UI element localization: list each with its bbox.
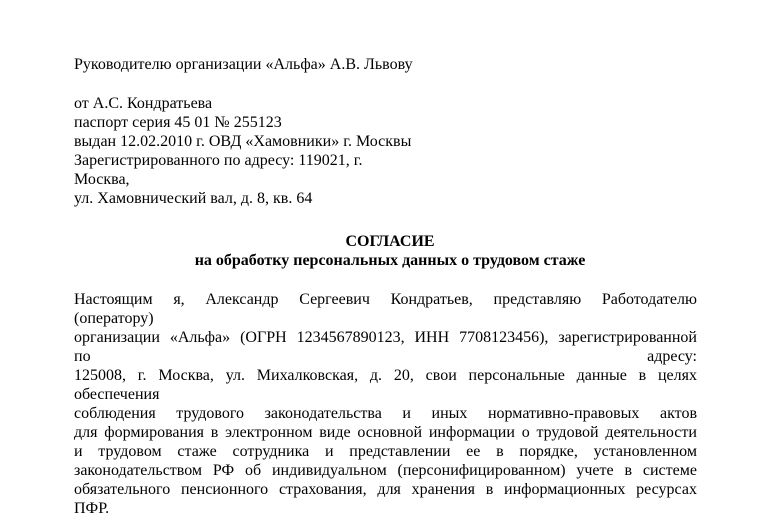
body-word: в	[638, 367, 647, 384]
body-line-4	[74, 347, 697, 366]
body-word: для	[74, 424, 98, 441]
body-word: и	[74, 443, 83, 460]
body-word: адресу:	[647, 348, 697, 365]
body-word: деятельности	[605, 424, 697, 441]
body-word: Кондратьев,	[390, 291, 473, 308]
document-title: СОГЛАСИЕ	[345, 233, 435, 250]
body-word: Настоящим	[74, 291, 153, 308]
body-word: (персонифицированном)	[397, 462, 566, 479]
body-word: в	[624, 462, 633, 479]
body-word: для	[377, 481, 401, 498]
body-word: организации	[74, 329, 160, 346]
body-word: трудового	[176, 405, 244, 422]
body-line-5	[74, 366, 697, 385]
body-word: Михалковская,	[256, 367, 359, 384]
body-word: трудовой	[536, 424, 599, 441]
body-word: и	[324, 443, 334, 460]
body-word: зарегистрированной	[558, 329, 697, 346]
body-word: основной	[357, 424, 423, 441]
body-line-9	[74, 442, 697, 461]
body-line-6: обеспечения	[74, 386, 160, 403]
body-word: сотрудника	[232, 443, 310, 460]
body-word: страхования,	[278, 481, 367, 498]
body-word: данные	[576, 367, 627, 384]
body-word: соблюдения	[74, 405, 156, 422]
body-word: системе	[642, 462, 697, 479]
body-line-8	[74, 423, 697, 442]
body-word: актов	[660, 405, 697, 422]
sender-issued: выдан 12.02.2010 г. ОВД «Хамовники» г. Москвы	[74, 133, 412, 150]
body-word: обязательного	[74, 481, 171, 498]
body-word: (ОГРН	[240, 329, 287, 346]
body-word: 125008,	[74, 367, 126, 384]
body-word: информационных	[504, 481, 626, 498]
body-line-12: ПФР.	[74, 500, 110, 517]
document-subtitle: на обработку персональных данных о трудовом стаже	[194, 252, 586, 269]
body-word: иных	[431, 405, 468, 422]
body-word: ул.	[225, 367, 245, 384]
body-word: учете	[576, 462, 614, 479]
body-word: свои	[425, 367, 457, 384]
body-word: законодательства	[264, 405, 382, 422]
body-word: индивидуальном	[271, 462, 387, 479]
body-word: «Альфа»	[169, 329, 231, 346]
body-word: порядке,	[519, 443, 578, 460]
body-word: в	[210, 424, 219, 441]
body-word: РФ	[212, 462, 235, 479]
body-word: ресурсах	[636, 481, 697, 498]
addressee-line: Руководителю организации «Альфа» А.В. Львову	[74, 56, 413, 73]
body-line-2: (оператору)	[74, 310, 154, 327]
body-word: электронном	[225, 424, 313, 441]
body-word: представлении	[349, 443, 451, 460]
body-word: в	[496, 443, 504, 460]
body-word: Сергеевич	[299, 291, 370, 308]
body-word: д.	[369, 367, 383, 384]
body-word: ИНН	[414, 329, 450, 346]
body-word: трудовом	[98, 443, 162, 460]
body-word: представляю	[493, 291, 582, 308]
body-word: о	[521, 424, 530, 441]
body-line-11	[74, 480, 697, 499]
body-word: персональные	[468, 367, 565, 384]
body-word: Работодателю	[601, 291, 697, 308]
body-word: и	[402, 405, 411, 422]
body-word: установленном	[593, 443, 697, 460]
sender-from: от А.С. Кондратьева	[74, 95, 213, 112]
body-word: 20,	[393, 367, 414, 384]
body-word: целях	[657, 367, 697, 384]
body-word: хранения	[411, 481, 475, 498]
body-word: об	[244, 462, 262, 479]
body-word: информации	[428, 424, 515, 441]
body-word: Москва,	[158, 367, 214, 384]
sender-reg-address-2: Москва,	[74, 171, 130, 188]
body-word: формирования	[104, 424, 204, 441]
body-word: виде	[319, 424, 351, 441]
body-word: Александр	[205, 291, 279, 308]
body-line-1	[74, 290, 697, 309]
body-word: законодательством	[74, 462, 203, 479]
body-word: пенсионного	[180, 481, 269, 498]
body-word: в	[485, 481, 494, 498]
sender-reg-address-1: Зарегистрированного по адресу: 119021, г.	[74, 152, 363, 169]
body-line-10	[74, 461, 697, 480]
body-word: г.	[137, 367, 147, 384]
body-word: нормативно-правовых	[487, 405, 640, 422]
body-word: 1234567890123,	[296, 329, 405, 346]
body-line-7	[74, 404, 697, 423]
sender-reg-address-3: ул. Хамовнический вал, д. 8, кв. 64	[74, 190, 313, 207]
body-word: по	[74, 348, 91, 365]
sender-passport: паспорт серия 45 01 № 255123	[74, 114, 282, 131]
body-line-3	[74, 328, 697, 347]
body-word: я,	[173, 291, 185, 308]
body-word: ее	[466, 443, 481, 460]
body-word: 7708123456),	[459, 329, 549, 346]
body-word: стаже	[177, 443, 217, 460]
